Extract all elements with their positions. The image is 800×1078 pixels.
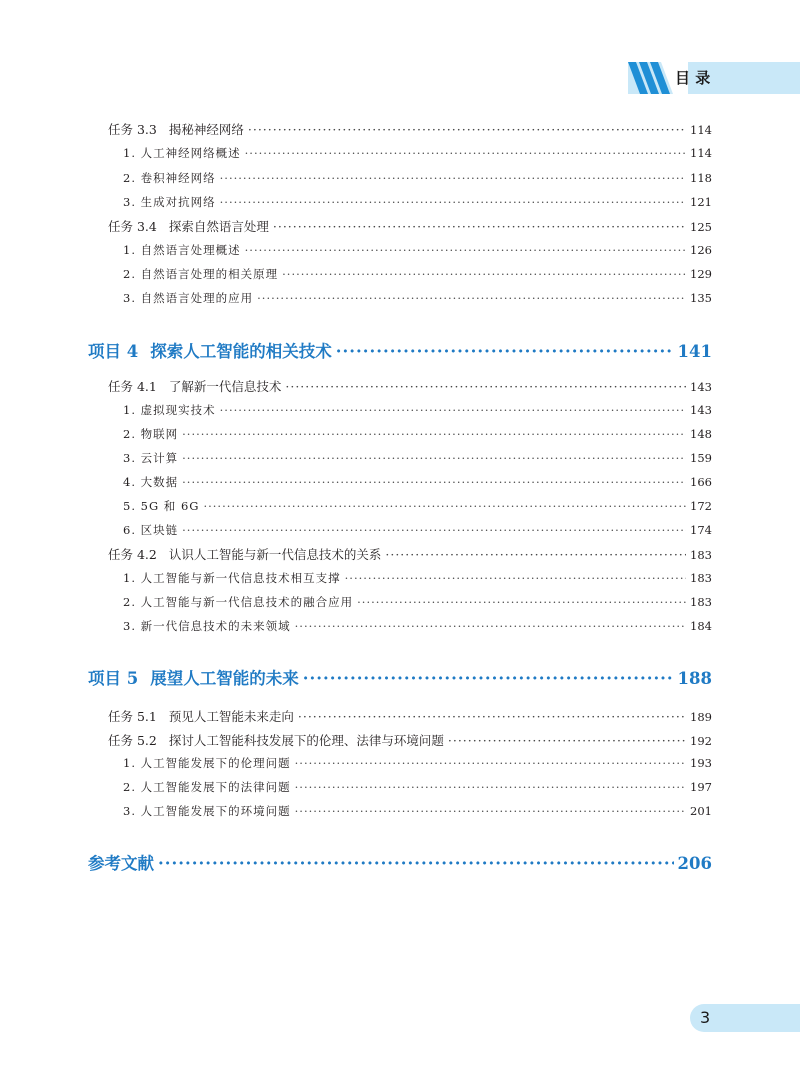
toc-entry-title: 探讨人工智能科技发展下的伦理、法律与环境问题 bbox=[168, 733, 444, 748]
leader-dots bbox=[357, 595, 686, 609]
leader-dots bbox=[220, 195, 686, 209]
toc-chapter-page: 188 bbox=[677, 669, 712, 688]
toc-entry-title: 3. 自然语言处理的应用 bbox=[123, 291, 254, 305]
toc-entry-page: 183 bbox=[690, 548, 712, 562]
leader-dots bbox=[448, 733, 686, 748]
toc-entry-page: 192 bbox=[690, 734, 712, 748]
toc-entry-page: 126 bbox=[690, 243, 712, 257]
toc-entry-title: 认识人工智能与新一代信息技术的关系 bbox=[168, 547, 382, 562]
toc-entry[interactable] bbox=[123, 570, 712, 586]
toc-entry[interactable] bbox=[123, 779, 712, 795]
leader-dots bbox=[158, 854, 674, 873]
toc-entry-number: 任务 5.1 bbox=[108, 709, 157, 724]
toc-entry-page: 183 bbox=[690, 571, 712, 585]
toc-entry-number: 任务 4.1 bbox=[108, 379, 157, 394]
toc-entry-page: 114 bbox=[690, 123, 712, 137]
toc-entry-page: 193 bbox=[690, 756, 712, 770]
leader-dots bbox=[182, 475, 686, 489]
toc-entry-page: 174 bbox=[690, 523, 712, 537]
page-number: 3 bbox=[700, 1008, 711, 1027]
leader-dots bbox=[182, 451, 686, 465]
toc-entry-title: 1. 自然语言处理概述 bbox=[123, 243, 241, 257]
toc-entry-page: 172 bbox=[690, 499, 712, 513]
toc-chapter-title: 探索人工智能的相关技术 bbox=[150, 342, 332, 361]
toc-chapter-number: 项目 4 bbox=[88, 342, 139, 361]
toc-entry-page: 197 bbox=[690, 780, 712, 794]
toc-entry[interactable] bbox=[123, 194, 712, 210]
toc-entry-title: 3. 云计算 bbox=[123, 451, 179, 465]
toc-entry[interactable] bbox=[123, 618, 712, 634]
toc-entry-page: 148 bbox=[690, 427, 712, 441]
toc-entry-title: 预见人工智能未来走向 bbox=[168, 709, 294, 724]
toc-entry[interactable] bbox=[123, 170, 712, 186]
toc-entry-page: 183 bbox=[690, 595, 712, 609]
leader-dots bbox=[182, 523, 686, 537]
toc-entry-title: 1. 人工智能与新一代信息技术相互支撑 bbox=[123, 571, 341, 585]
toc-entry-number: 任务 3.4 bbox=[108, 219, 157, 234]
toc-chapter[interactable] bbox=[88, 850, 712, 874]
toc-entry-page: 118 bbox=[690, 171, 712, 185]
toc-chapter-title: 参考文献 bbox=[88, 854, 154, 873]
leader-dots bbox=[298, 709, 686, 724]
toc-entry[interactable] bbox=[123, 755, 712, 771]
leader-dots bbox=[336, 342, 674, 361]
leader-dots bbox=[220, 403, 686, 417]
toc-entry-page: 189 bbox=[690, 710, 712, 724]
toc-entry-title: 探索自然语言处理 bbox=[168, 219, 269, 234]
toc-entry-title: 6. 区块链 bbox=[123, 523, 179, 537]
toc-entry[interactable] bbox=[123, 498, 712, 514]
toc-entry-title: 2. 卷积神经网络 bbox=[123, 171, 216, 185]
toc-entry-page: 135 bbox=[690, 291, 712, 305]
toc-chapter[interactable] bbox=[88, 338, 712, 362]
leader-dots bbox=[203, 499, 686, 513]
leader-dots bbox=[285, 379, 686, 394]
toc-entry-page: 114 bbox=[690, 146, 712, 160]
toc-chapter-page: 206 bbox=[677, 854, 712, 873]
toc-entry-title: 3. 生成对抗网络 bbox=[123, 195, 216, 209]
leader-dots bbox=[303, 669, 674, 688]
toc-entry-title: 5. 5G 和 6G bbox=[123, 499, 200, 513]
toc-entry-page: 184 bbox=[690, 619, 712, 633]
toc-entry-page: 143 bbox=[690, 380, 712, 394]
toc-entry-title: 揭秘神经网络 bbox=[168, 122, 244, 137]
toc-entry-number: 任务 5.2 bbox=[108, 733, 157, 748]
toc-entry-title: 2. 人工智能与新一代信息技术的融合应用 bbox=[123, 595, 354, 609]
leader-dots bbox=[245, 243, 686, 257]
toc-entry-title: 2. 自然语言处理的相关原理 bbox=[123, 267, 279, 281]
leader-dots bbox=[273, 219, 686, 234]
leader-dots bbox=[295, 804, 686, 818]
toc-entry-title: 1. 人工智能发展下的伦理问题 bbox=[123, 756, 291, 770]
toc-entry[interactable] bbox=[123, 426, 712, 442]
toc-entry-number: 任务 3.3 bbox=[108, 122, 157, 137]
toc-entry[interactable] bbox=[123, 402, 712, 418]
toc-entry-page: 166 bbox=[690, 475, 712, 489]
toc-entry-title: 了解新一代信息技术 bbox=[168, 379, 282, 394]
toc-entry-title: 2. 人工智能发展下的法律问题 bbox=[123, 780, 291, 794]
toc-entry-page: 143 bbox=[690, 403, 712, 417]
toc-entry[interactable] bbox=[123, 266, 712, 282]
leader-dots bbox=[220, 171, 686, 185]
toc-entry-title: 4. 大数据 bbox=[123, 475, 179, 489]
toc-entry-page: 129 bbox=[690, 267, 712, 281]
toc-entry-number: 任务 4.2 bbox=[108, 547, 157, 562]
toc-entry-title: 1. 虚拟现实技术 bbox=[123, 403, 216, 417]
leader-dots bbox=[345, 571, 686, 585]
leader-dots bbox=[182, 427, 686, 441]
toc-entry-title: 1. 人工神经网络概述 bbox=[123, 146, 241, 160]
toc-entry[interactable] bbox=[108, 120, 712, 138]
toc-entry[interactable] bbox=[123, 803, 712, 819]
leader-dots bbox=[257, 291, 686, 305]
toc-entry[interactable] bbox=[123, 450, 712, 466]
toc-entry[interactable] bbox=[123, 145, 712, 161]
toc-chapter-title: 展望人工智能的未来 bbox=[150, 669, 299, 688]
leader-dots bbox=[295, 619, 686, 633]
leader-dots bbox=[385, 547, 686, 562]
leader-dots bbox=[245, 146, 686, 160]
toc-entry[interactable] bbox=[108, 707, 712, 725]
toc-entry[interactable] bbox=[123, 474, 712, 490]
toc-entry[interactable] bbox=[108, 217, 712, 235]
toc-chapter-number: 项目 5 bbox=[88, 669, 139, 688]
toc-entry[interactable] bbox=[108, 731, 712, 749]
toc-entry[interactable] bbox=[123, 522, 712, 538]
toc-entry-page: 125 bbox=[690, 220, 712, 234]
leader-dots bbox=[295, 756, 686, 770]
page-header-title: 目 录 bbox=[675, 69, 711, 87]
toc-chapter[interactable] bbox=[88, 665, 712, 689]
toc-entry-title: 2. 物联网 bbox=[123, 427, 179, 441]
toc-entry-title: 3. 新一代信息技术的未来领域 bbox=[123, 619, 291, 633]
leader-dots bbox=[282, 267, 686, 281]
toc-entry-page: 201 bbox=[690, 804, 712, 818]
leader-dots bbox=[248, 122, 686, 137]
leader-dots bbox=[295, 780, 686, 794]
toc-entry[interactable] bbox=[123, 290, 712, 306]
toc-entry[interactable] bbox=[108, 545, 712, 563]
toc-entry-title: 3. 人工智能发展下的环境问题 bbox=[123, 804, 291, 818]
toc-chapter-page: 141 bbox=[677, 342, 712, 361]
toc-entry[interactable] bbox=[108, 377, 712, 395]
toc-entry[interactable] bbox=[123, 594, 712, 610]
toc-entry-page: 159 bbox=[690, 451, 712, 465]
toc-entry[interactable] bbox=[123, 242, 712, 258]
toc-entry-page: 121 bbox=[690, 195, 712, 209]
